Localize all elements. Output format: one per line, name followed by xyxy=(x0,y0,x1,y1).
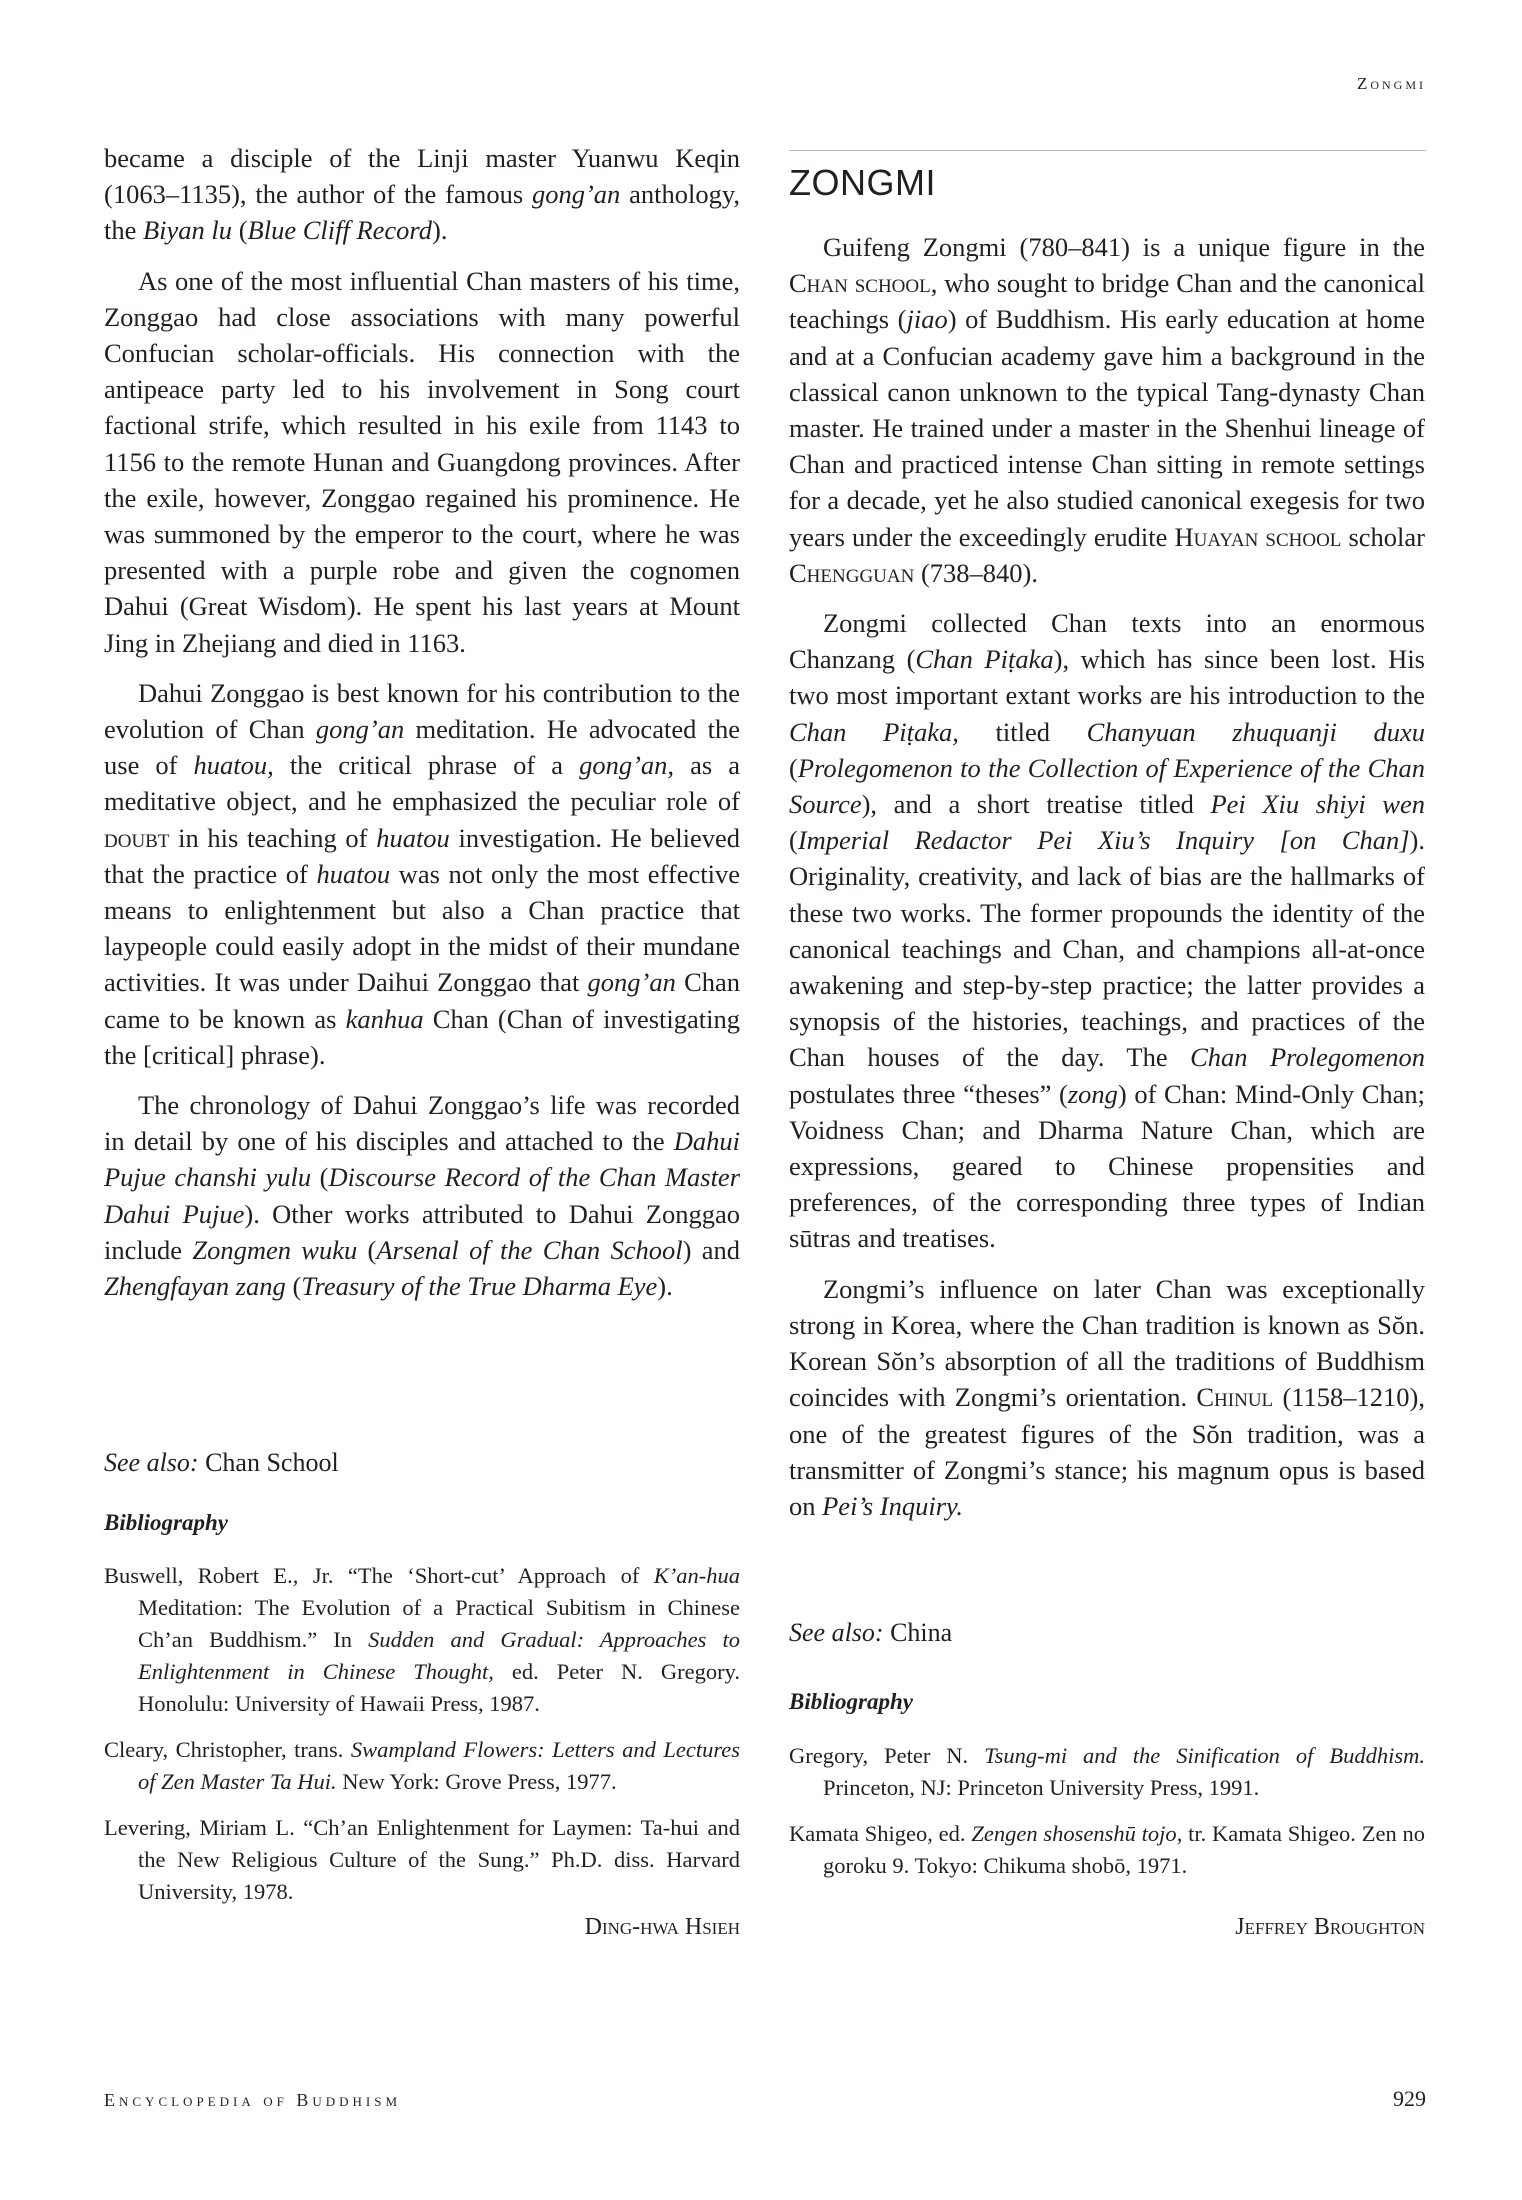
page-number: 929 xyxy=(1393,2086,1426,2111)
text-run: meditation. He advocated the use of xyxy=(104,714,740,781)
right-column-body xyxy=(789,229,1425,1538)
text-run: ). xyxy=(657,1271,673,1302)
see-also-link-china[interactable]: China xyxy=(890,1618,953,1647)
text-run: anthology, the xyxy=(104,179,740,246)
text-run: ), which has since been lost. His two most important extant works are his introduction to the xyxy=(789,644,1425,711)
cross-reference[interactable]: Chinul xyxy=(1196,1382,1274,1413)
text-run: ( xyxy=(232,215,248,246)
bibliography-entry xyxy=(104,1560,740,1720)
text-run: Dahui Zonggao is best known for his contribution to the evolution of Chan xyxy=(104,677,740,745)
article-author: Jeffrey Broughton xyxy=(1235,1914,1425,1940)
paragraph xyxy=(104,1087,740,1304)
italic-run: Pei Xiu shiyi wen xyxy=(1210,789,1425,820)
italic-run: Dahui Pujue chanshi yulu xyxy=(104,1126,740,1193)
text-run: as a meditative object, and he emphasized the peculiar role of xyxy=(104,750,741,817)
see-also-label: See also: xyxy=(104,1448,199,1477)
text-run: scholar xyxy=(1341,521,1425,552)
paragraph xyxy=(789,605,1425,1257)
bibliography-entry xyxy=(104,1734,740,1798)
italic-run: gong’an xyxy=(315,714,405,745)
text-run: Buswell, Robert E., Jr. “The ‘Short-cut’ Approach of xyxy=(104,1563,654,1588)
see-also-link-chan-school[interactable]: Chan School xyxy=(205,1448,339,1477)
paragraph xyxy=(104,675,740,1073)
text-run: was not only the most effective means to enlightenment but also a Chan practice that laypeople could easily adopt in the midst of their mundane activities. It was under Daihui Zonggao that xyxy=(104,858,740,998)
see-also-label: See also: xyxy=(789,1618,884,1647)
italic-run: K’an-hua xyxy=(653,1563,740,1588)
text-run: Zongmi collected Chan texts into an enormous Chanzang ( xyxy=(789,608,1425,675)
text-run: Levering, Miriam L. “Ch’an Enlightenment for Laymen: Ta-hui and the New Religious Culture of the Sung.” Ph.D. diss. Harvard University, 1978. xyxy=(104,1815,740,1904)
italic-run: Chanyuan zhuquanji duxu xyxy=(1086,716,1425,747)
italic-run: Prolegomenon to the Collection of Experience of the Chan Source xyxy=(789,752,1425,820)
paragraph xyxy=(104,263,740,661)
italic-run: gong’an xyxy=(531,179,621,210)
text-run: New York: Grove Press, 1977. xyxy=(336,1769,617,1794)
italic-run: Treasury of the True Dharma Eye xyxy=(301,1271,658,1302)
text-run: Zongmi’s influence on later Chan was exceptionally strong in Korea, where the Chan tradition is known as Sŏn. Korean Sŏn’s absorption of all the traditions of Buddhism coincides with Zongmi’s orientation. xyxy=(789,1273,1425,1413)
text-run: Gregory, Peter N. xyxy=(789,1743,985,1768)
text-run: Cleary, Christopher, trans. xyxy=(104,1737,351,1762)
see-also xyxy=(104,1448,339,1478)
paragraph xyxy=(789,229,1425,591)
left-column-body xyxy=(104,140,740,1318)
italic-run: Arsenal of the Chan School xyxy=(376,1234,683,1265)
text-run: ), and a short treatise titled xyxy=(861,789,1211,820)
text-run: ed. Peter N. Gregory. Honolulu: University of Hawaii Press, 1987. xyxy=(138,1659,740,1716)
text-run: Kamata Shigeo, ed. xyxy=(789,1821,972,1846)
italic-run: Zongmen wuku xyxy=(192,1234,358,1265)
italic-run: Sudden and Gradual: Approaches to Enlightenment in Chinese Thought, xyxy=(138,1627,740,1684)
text-run: ) of Chan: Mind-Only Chan; Voidness Chan; and Dharma Nature Chan, which are expressions, geared to Chinese propensities and preferences, of the corresponding three types of Indian sūtras and treatises. xyxy=(789,1078,1426,1254)
bibliography-entry xyxy=(789,1740,1425,1804)
text-run: investigation. He believed that the practice of xyxy=(104,822,741,889)
text-run: ( xyxy=(789,825,798,856)
italic-run: Zhengfayan zang xyxy=(104,1271,286,1302)
text-run: ). Other works attributed to Dahui Zonggao include xyxy=(104,1198,741,1265)
paragraph xyxy=(104,140,740,249)
italic-run: Zengen shosenshū tojo xyxy=(971,1821,1177,1846)
left-references xyxy=(104,1560,740,1922)
text-run: postulates three “theses” ( xyxy=(789,1078,1068,1109)
italic-run: gong’an, xyxy=(579,750,675,781)
paragraph xyxy=(789,1271,1425,1524)
text-run: Guifeng Zongmi (780–841) is a unique figure in the xyxy=(823,232,1425,262)
see-also xyxy=(789,1618,952,1648)
text-run: became a disciple of the Linji master Yuanwu Keqin (1063–1135), the author of the famous xyxy=(104,143,740,210)
text-run: , tr. Kamata Shigeo. Zen no goroku 9. Tokyo: Chikuma shobō, 1971. xyxy=(823,1821,1425,1878)
italic-run: gong’an xyxy=(587,967,676,998)
italic-run: Pei’s Inquiry. xyxy=(822,1490,963,1521)
cross-reference[interactable]: doubt xyxy=(104,822,170,853)
italic-run: Chan Piṭaka, xyxy=(789,716,959,747)
book-title: Encyclopedia of Buddhism xyxy=(104,2090,402,2110)
text-run: Meditation: The Evolution of a Practical Subitism in Chinese Ch’an Buddhism.” In xyxy=(138,1595,740,1652)
italic-run: Swampland Flowers: Letters and Lectures of Zen Master Ta Hui. xyxy=(138,1737,741,1794)
italic-run: Biyan lu xyxy=(143,215,233,246)
italic-run: Chan Prolegomenon xyxy=(1190,1042,1425,1073)
italic-run: huatou, xyxy=(193,750,274,781)
bibliography-entry xyxy=(789,1818,1425,1882)
text-run: (1158–1210), one of the greatest figures of the Sŏn tradition, was a transmitter of Zongmi’s stance; his magnum opus is based on xyxy=(789,1382,1425,1521)
article-title: ZONGMI xyxy=(789,162,936,203)
bibliography-heading: Bibliography xyxy=(789,1689,913,1714)
text-run: Chan came to be known as xyxy=(104,967,741,1034)
text-run: ( xyxy=(789,752,798,783)
text-run: Princeton, NJ: Princeton University Press, 1991. xyxy=(823,1775,1260,1800)
text-run: the critical phrase of a xyxy=(273,750,580,781)
bibliography-heading: Bibliography xyxy=(104,1510,228,1535)
text-run: The chronology of Dahui Zonggao’s life was recorded in detail by one of his disciples and attached to the xyxy=(104,1090,740,1157)
italic-run: huatou xyxy=(316,858,391,889)
article-author: Ding-hwa Hsieh xyxy=(584,1914,740,1940)
text-run: ( xyxy=(285,1271,302,1302)
text-run: Chan (Chan of investigating the [critical] phrase). xyxy=(104,1003,740,1070)
text-run: ( xyxy=(311,1162,329,1193)
italic-run: Blue Cliff Record xyxy=(247,215,432,246)
cross-reference[interactable]: Chan school xyxy=(789,268,931,299)
text-run: in his teaching of xyxy=(169,822,377,853)
cross-reference[interactable]: Chengguan xyxy=(789,557,915,588)
italic-run: zong xyxy=(1067,1078,1118,1109)
text-run: ). xyxy=(432,215,448,246)
bibliography-entry xyxy=(104,1812,740,1908)
cross-reference[interactable]: Huayan school xyxy=(1174,521,1342,552)
italic-run: Tsung-mi and the Sinification of Buddhism. xyxy=(984,1743,1425,1768)
section-divider xyxy=(789,150,1426,151)
right-references xyxy=(789,1740,1425,1896)
text-run: , who sought to bridge Chan and the canonical teachings ( xyxy=(789,268,1425,335)
text-run: titled xyxy=(958,716,1087,747)
text-run: ) and xyxy=(682,1234,740,1265)
italic-run: kanhua xyxy=(345,1003,424,1034)
text-run: ( xyxy=(357,1234,377,1265)
italic-run: huatou xyxy=(376,822,450,853)
italic-run: jiao xyxy=(906,304,948,335)
italic-run: Imperial Redactor Pei Xiu’s Inquiry [on Chan] xyxy=(797,825,1410,856)
italic-run: Chan Piṭaka xyxy=(915,644,1054,675)
text-run: ). Originality, creativity, and lack of bias are the hallmarks of these two works. The former propounds the identity of the canonical teachings and Chan, and champions all-at-once awakening and step-by-step practice; the latter provides a synopsis of the histories, teachings, and practices of the Chan houses of the day. The xyxy=(789,825,1425,1073)
italic-run: Discourse Record of the Chan Master Dahui Pujue xyxy=(104,1162,741,1229)
text-run: (738–840). xyxy=(914,557,1038,588)
text-run: As one of the most influential Chan masters of his time, Zonggao had close associations with many powerful Confucian scholar-officials. His connection with the antipeace party led to his involvement in Song court factional strife, which resulted in his exile from 1143 to 1156 to the remote Hunan and Guangdong provinces. After the exile, however, Zonggao regained his prominence. He was summoned by the emperor to the court, where he was presented with a purple robe and given the cognomen Dahui (Great Wisdom). He spent his last years at Mount Jing in Zhejiang and died in 1163. xyxy=(104,265,740,658)
text-run: ) of Buddhism. His early education at home and at a Confucian academy gave him a background in the classical canon unknown to the typical Tang-dynasty Chan master. He trained under a master in the Shenhui lineage of Chan and practiced intense Chan sitting in remote settings for a decade, yet he also studied canonical exegesis for two years under the exceedingly erudite xyxy=(789,304,1425,552)
running-head: Zongmi xyxy=(1356,74,1426,93)
